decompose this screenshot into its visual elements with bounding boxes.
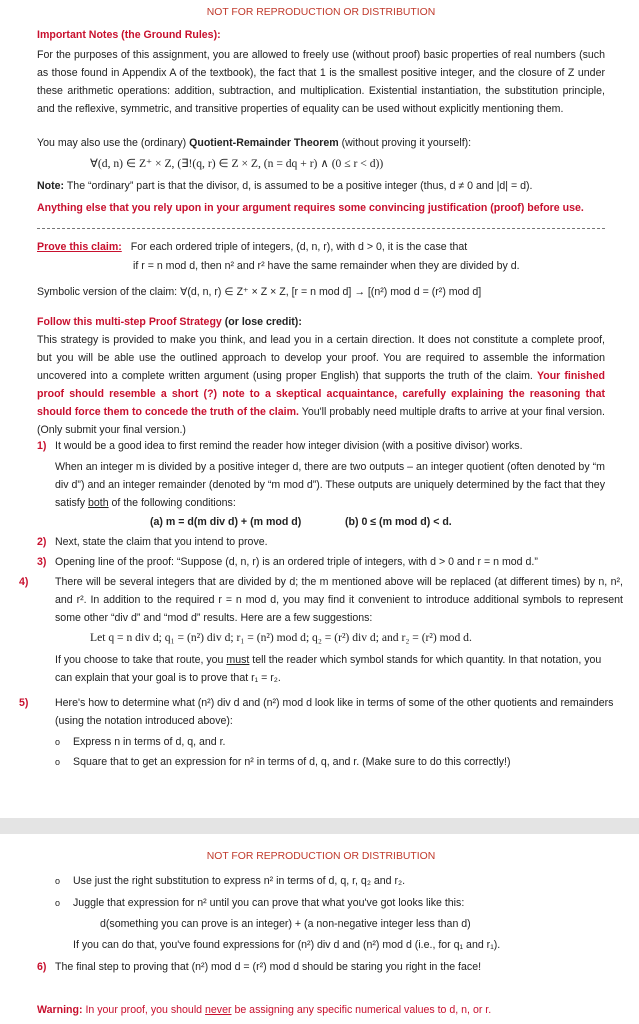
dashed-divider — [37, 228, 605, 229]
step-5-bullet-4 — [55, 894, 605, 912]
warning-label: Warning: — [37, 1004, 83, 1016]
page-header: NOT FOR REPRODUCTION OR DISTRIBUTION — [206, 851, 436, 862]
bullet-icon: o — [55, 737, 61, 747]
note-label: Note: — [37, 180, 65, 192]
follow-red: Your finished proof should resemble a short (?) note to a skeptical acquaintance, carefully explaining the reasoning that should force them to concede the truth of the claim. — [37, 370, 605, 418]
step-4-must: must — [226, 654, 250, 666]
prove-claim-line2: if r = n mod d, then n² and r² have the same remainder when they are divided by d. — [133, 260, 520, 272]
step-1 — [37, 437, 605, 455]
bullet-icon: o — [55, 876, 61, 886]
step-5-after: If you can do that, you've found expressions for (n²) div d and (n²) mod d (i.e., for q₁ and r₁). — [73, 939, 501, 951]
prove-claim-line1: For each ordered triple of integers, (d, n, r), with d > 0, it is the case that — [130, 241, 468, 253]
warning-line — [37, 1001, 605, 1019]
step-5-bullet-2-text: Square that to get an expression for n² in terms of d, q, and r. (Make sure to do this correctly!) — [73, 756, 511, 768]
warning-text-a: In your proof, you should — [82, 1004, 206, 1016]
step-2-text: Next, state the claim that you intend to prove. — [55, 536, 268, 548]
important-notes-title: Important Notes (the Ground Rules): — [37, 29, 221, 41]
follow-title: Follow this multi-step Proof Strategy — [37, 316, 222, 328]
qr-intro-a: You may also use the (ordinary) — [37, 137, 190, 149]
qr-intro-c: (without proving it yourself): — [338, 137, 472, 149]
follow-suffix: (or lose credit): — [221, 316, 302, 328]
note-line — [37, 177, 605, 195]
qr-intro — [37, 134, 605, 152]
step-6 — [37, 958, 605, 976]
step-1-detail — [55, 458, 605, 512]
prove-claim-label: Prove this claim: — [37, 241, 122, 253]
prove-claim — [37, 238, 605, 256]
step-3-number: 3) — [37, 556, 47, 568]
step-4-after-b: tell the reader which symbol stands for which quantity. In that notation, you can explain that your goal is to prove that r₁ = r₂. — [55, 654, 602, 684]
page-gap — [0, 818, 639, 834]
step-5-bullet-4-text: Juggle that expression for n² until you can prove that what you've got looks like this: — [73, 897, 465, 909]
step-5 — [19, 694, 623, 730]
step-3-text: Opening line of the proof: “Suppose (d, n, r) is an ordered triple of integers, with d > 0 and r = n mod d.” — [55, 556, 538, 568]
important-notes-body: For the purposes of this assignment, you are allowed to freely use (without proof) basic properties of real numbers (such as those found in Appendix A of the textbook), the fact that 1 is the smallest positive integer, and the closure of Z under these arithmetic operations: addition, subtraction, and multiplication. Existential instantiation, the substitution principle, and the reflexive, symmetric, and transitive properties of equality can be used without explicitly mentioning them. — [37, 49, 605, 115]
step-5-text: Here's how to determine what (n²) div d and (n²) mod d look like in terms of some of the other quotients and remainders (using the notation introduced above): — [55, 697, 614, 727]
note-text: The “ordinary” part is that the divisor, d, is assumed to be a positive integer (thus, d ≠ 0 and |d| = d). — [64, 180, 533, 192]
step-1-detail-both: both — [87, 497, 109, 509]
page-header: NOT FOR REPRODUCTION OR DISTRIBUTION — [206, 7, 436, 18]
step-2 — [37, 533, 605, 551]
bullet-icon: o — [55, 757, 61, 767]
follow-strategy-title — [37, 313, 605, 331]
anything-else-warning: Anything else that you rely upon in your argument requires some convincing justification (proof) before use. — [37, 202, 584, 214]
step-1-number: 1) — [37, 440, 47, 452]
page-2 — [0, 834, 639, 1024]
step-5-bullet-3 — [55, 872, 605, 890]
step-4-after-a: If you choose to take that route, you — [55, 654, 227, 666]
symbolic-claim: Symbolic version of the claim: ∀(d, n, r) ∈ Z⁺ × Z × Z, [r = n mod d] → [(n²) mod d = (r²) mod d] — [37, 286, 482, 298]
step-3 — [37, 553, 605, 571]
step-4-number: 4) — [19, 576, 29, 588]
step-6-number: 6) — [37, 961, 47, 973]
bullet-icon: o — [55, 898, 61, 908]
follow-body: This strategy is provided to make you think, and lead you in a certain direction. It does not constitute a complete proof, but you will be able use the outlined approach to develop your proof. You are required to assemble the information uncovered into a complete written argument (using proper English) that supports the truth of the claim. — [37, 334, 605, 382]
step-4-text: There will be several integers that are divided by d; the m mentioned above will be replaced (at different times) by n, n², and r². In addition to the required r = n mod d, you may find it convenient to introduce additional symbols to represent some other “div d” and “mod d” results. Here are a few suggestions: — [55, 576, 623, 624]
condition-a: (a) m = d(m div d) + (m mod d) — [150, 516, 302, 528]
step-5-number: 5) — [19, 697, 29, 709]
step-5-bullet-3-text: Use just the right substitution to express n² in terms of d, q, r, q₂ and r₂. — [73, 875, 406, 887]
step-4-after — [55, 651, 605, 687]
step-4 — [19, 573, 623, 627]
step-1-detail-b: of the following conditions: — [108, 497, 236, 509]
qr-formula: ∀(d, n) ∈ Z⁺ × Z, (∃!(q, r) ∈ Z × Z, (n = dq + r) ∧ (0 ≤ r < d)) — [90, 157, 384, 170]
step-4-let: Let q = n div d; q₁ = (n²) div d; r₁ = (n²) mod d; q₂ = (r²) div d; and r₂ = (r²) mod d. — [90, 631, 472, 644]
step-1-text: It would be a good idea to first remind the reader how integer division (with a positive divisor) works. — [55, 440, 523, 452]
qr-theorem-name: Quotient-Remainder Theorem — [189, 137, 339, 149]
step-1-detail-a: When an integer m is divided by a positive integer d, there are two outputs – an integer quotient (often denoted by “m div d”) and an integer remainder (denoted by “m mod d”). These outputs are uniquely determined by the fact that they satisfy — [55, 461, 605, 509]
step-2-number: 2) — [37, 536, 47, 548]
step-5-bullet-1 — [55, 733, 605, 751]
step-5-form: d(something you can prove is an integer) + (a non-negative integer less than d) — [100, 918, 471, 930]
warning-never: never — [205, 1004, 232, 1016]
step-6-text: The final step to proving that (n²) mod d = (r²) mod d should be staring you right in the face! — [55, 961, 482, 973]
condition-b: (b) 0 ≤ (m mod d) < d. — [345, 516, 452, 528]
follow-strategy-body — [37, 331, 605, 439]
follow-tail: You'll probably need multiple drafts to arrive at your final version. (Only submit your final version.) — [37, 406, 605, 436]
step-5-bullet-1-text: Express n in terms of d, q, and r. — [73, 736, 226, 748]
step-5-bullet-2 — [55, 753, 615, 771]
warning-text-b: be assigning any specific numerical values to d, n, or r. — [231, 1004, 492, 1016]
